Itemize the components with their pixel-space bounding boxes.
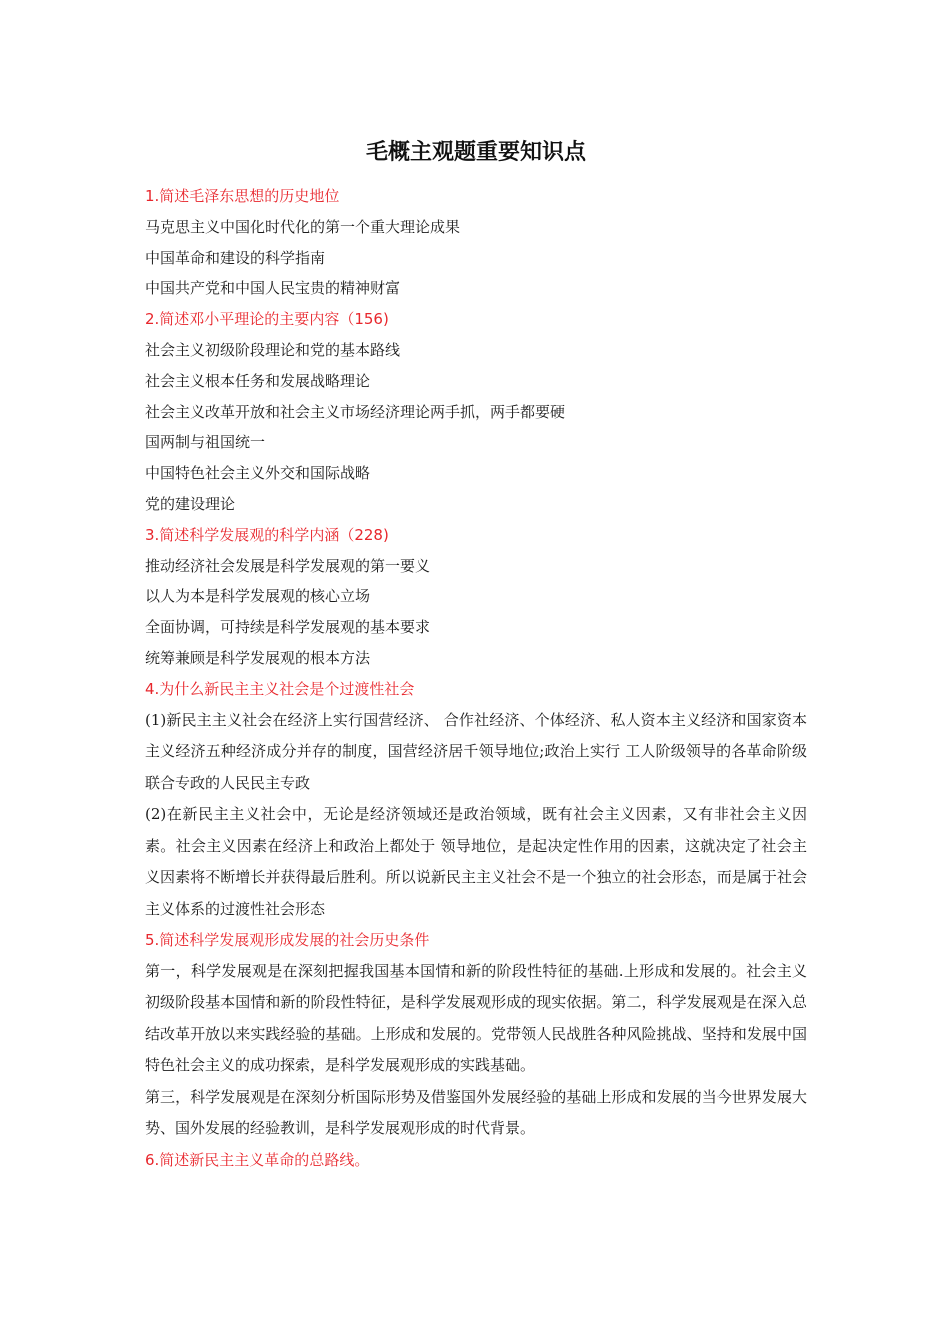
section-heading: 2.简述邓小平理论的主要内容（156) xyxy=(145,310,389,329)
text-line: 中国革命和建设的科学指南 xyxy=(145,248,326,267)
text-line: 统筹兼顾是科学发展观的根本方法 xyxy=(145,648,371,667)
document-body xyxy=(145,135,807,1176)
section-heading: 5.简述科学发展观形成发展的社会历史条件 xyxy=(145,931,430,950)
section-5 xyxy=(145,925,807,1145)
section-heading: 6.简述新民主主义革命的总路线。 xyxy=(145,1150,370,1169)
section-4 xyxy=(145,674,807,925)
section-6 xyxy=(145,1145,807,1176)
paragraph: (2)在新民主主义社会中，无论是经济领域还是政治领域，既有社会主义因素，又有非社会主义因素。社会主义因素在经济上和政治上都处于 领导地位，是起决定性作用的因素，这就决定了社会主义因素将不断增长并获得最后胜利。所以说新民主主义社会不是一个独立的社会形态，而是属于社会主义体系的过渡性社会形态 xyxy=(145,805,807,918)
text-line: 马克思主义中国化时代化的第一个重大理论成果 xyxy=(145,217,461,236)
section-heading: 4.为什么新民主主义社会是个过渡性社会 xyxy=(145,679,415,698)
paragraph: (1)新民主主义社会在经济上实行国营经济、 合作社经济、个体经济、私人资本主义经济和国家资本主义经济五种经济成分并存的制度，国营经济居千领导地位;政治上实行 工人阶级领导的各革命阶级联合专政的人民民主专政 xyxy=(145,710,807,792)
paragraph: 第三，科学发展观是在深刻分析国际形势及借鉴国外发展经验的基础上形成和发展的当今世界发展大势、国外发展的经验教训，是科学发展观形成的时代背景。 xyxy=(145,1087,807,1138)
text-line: 推动经济社会发展是科学发展观的第一要义 xyxy=(145,556,431,575)
text-line: 党的建设理论 xyxy=(145,494,236,513)
text-line: 全面协调，可持续是科学发展观的基本要求 xyxy=(145,618,431,637)
section-heading: 3.简述科学发展观的科学内涵（228) xyxy=(145,525,389,544)
text-line: 中国共产党和中国人民宝贵的精神财富 xyxy=(145,279,401,298)
text-line: 国两制与祖国统一 xyxy=(145,433,266,452)
text-line: 社会主义根本任务和发展战略理论 xyxy=(145,371,371,390)
page-title: 毛概主观题重要知识点 xyxy=(365,140,586,165)
section-2 xyxy=(145,304,807,520)
text-line: 社会主义改革开放和社会主义市场经济理论两手抓，两手都要硬 xyxy=(145,402,566,421)
text-line: 中国特色社会主义外交和国际战略 xyxy=(145,464,371,483)
section-heading: 1.简述毛泽东思想的历史地位 xyxy=(145,187,340,205)
section-1 xyxy=(145,181,807,304)
section-3 xyxy=(145,520,807,674)
text-line: 以人为本是科学发展观的核心立场 xyxy=(145,587,371,606)
paragraph: 第一，科学发展观是在深刻把握我国基本国情和新的阶段性特征的基础.上形成和发展的。社会主义初级阶段基本国情和新的阶段性特征，是科学发展观形成的现实依据。第二，科学发展观是在深入总结改革开放以来实践经验的基础。上形成和发展的。党带领人民战胜各种风险挑战、坚持和发展中国特色社会主义的成功探索，是科学发展观形成的实践基础。 xyxy=(145,961,807,1075)
text-line: 社会主义初级阶段理论和党的基本路线 xyxy=(145,340,401,359)
